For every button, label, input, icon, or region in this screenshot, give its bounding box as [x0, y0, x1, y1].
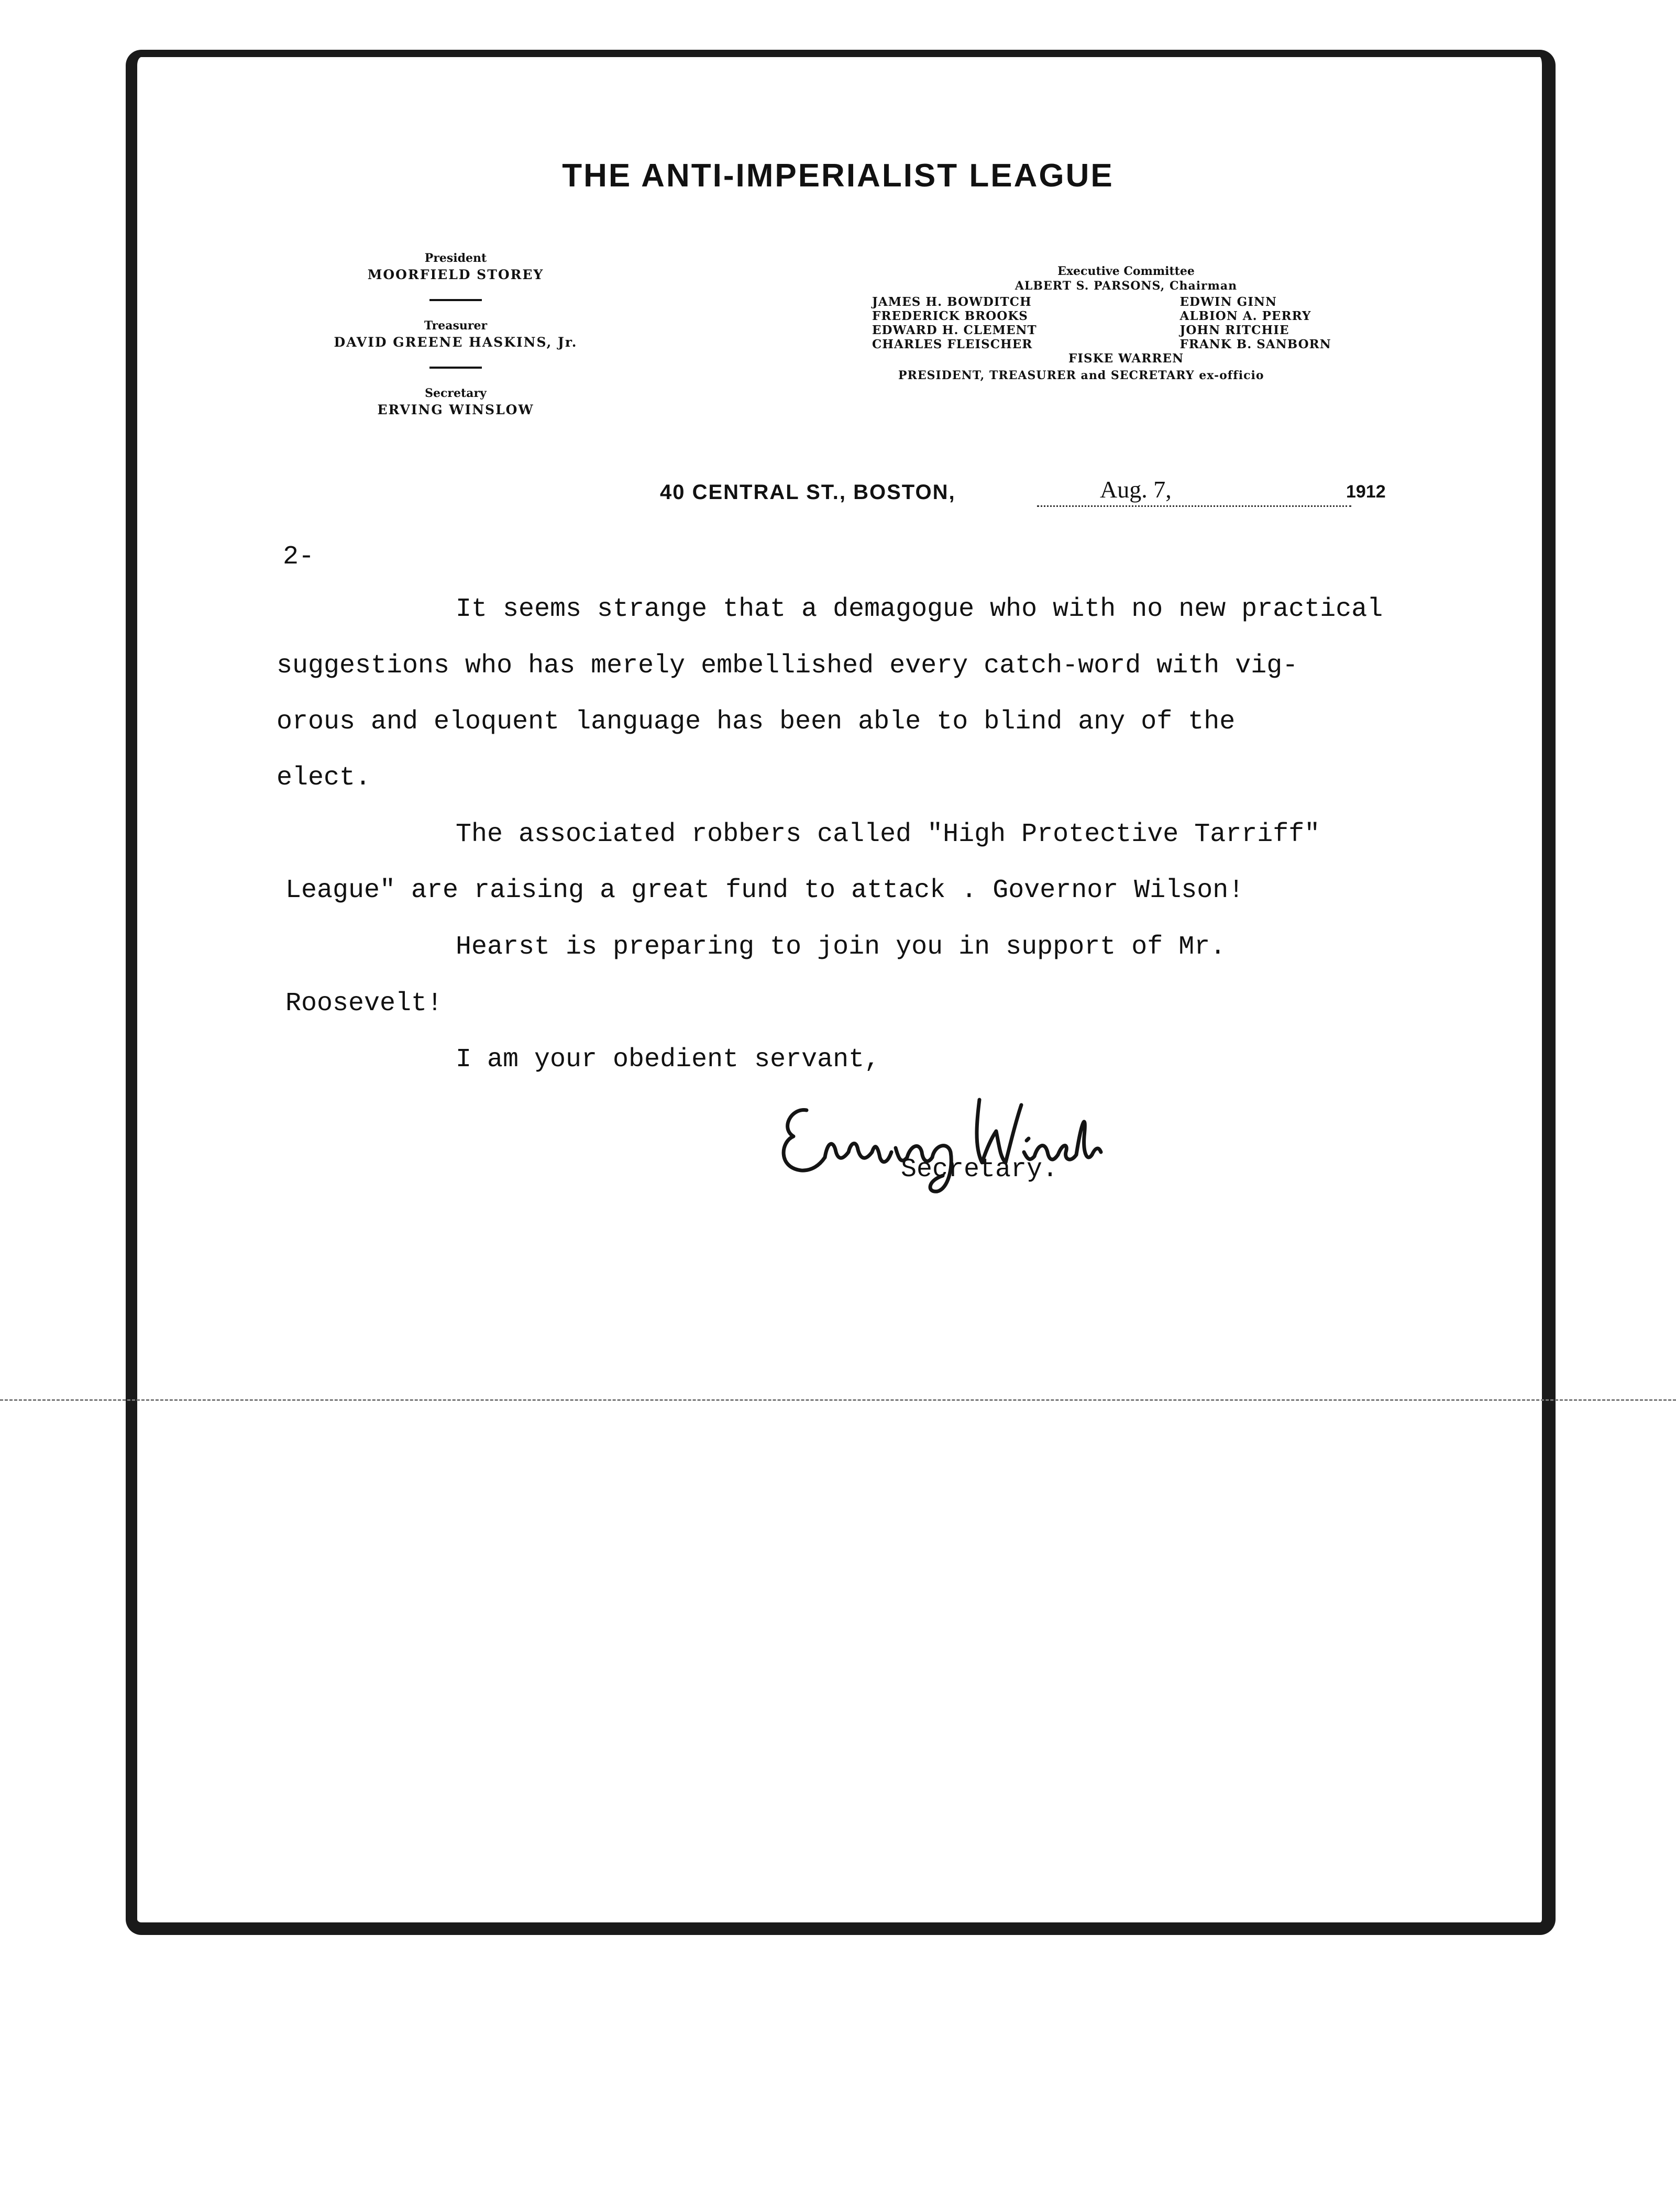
officer-role-secretary: Secretary [425, 386, 487, 400]
executive-committee-block [848, 264, 1404, 382]
committee-member: CHARLES FLEISCHER [872, 337, 1033, 351]
committee-heading: Executive Committee [1057, 264, 1195, 278]
divider [429, 299, 482, 301]
body-line: orous and eloquent language has been able to blind any of the [277, 707, 1236, 737]
body-line: It seems strange that a demagogue who with no new practical [456, 594, 1383, 624]
body-line: Hearst is preparing to join you in support of Mr. [456, 932, 1226, 962]
officer-name-treasurer: DAVID GREENE HASKINS, Jr. [334, 335, 578, 350]
fold-line [0, 1399, 1676, 1401]
committee-left-column [872, 295, 1128, 351]
body-line: suggestions who has merely embellished every catch-word with vig- [277, 651, 1298, 681]
body-line: The associated robbers called "High Protective Tarriff" [456, 820, 1320, 849]
letter-year: 1912 [1346, 482, 1386, 502]
committee-right-column [1149, 295, 1404, 351]
committee-members [848, 295, 1404, 351]
officers-block [293, 251, 618, 417]
officer-role-treasurer: Treasurer [424, 319, 488, 333]
committee-member: FREDERICK BROOKS [872, 309, 1028, 323]
date-dotted-line [1037, 505, 1351, 507]
committee-chair: ALBERT S. PARSONS, Chairman [1015, 279, 1238, 293]
committee-member: EDWARD H. CLEMENT [872, 323, 1037, 337]
committee-ex-officio: PRESIDENT, TREASURER and SECRETARY ex-officio [898, 369, 1264, 382]
divider [429, 367, 482, 369]
letterhead-title: THE ANTI-IMPERIALIST LEAGUE [562, 158, 1114, 194]
committee-member: JAMES H. BOWDITCH [872, 295, 1032, 309]
committee-member: FRANK B. SANBORN [1179, 337, 1331, 351]
letter-date: Aug. 7, [1100, 476, 1172, 503]
body-line: Roosevelt! [285, 989, 443, 1019]
signature-title: Secretary. [901, 1155, 1058, 1185]
officer-name-secretary: ERVING WINSLOW [377, 402, 534, 417]
committee-member: JOHN RITCHIE [1179, 323, 1289, 337]
committee-member: FISKE WARREN [1068, 351, 1184, 366]
officer-name-president: MOORFIELD STOREY [367, 267, 544, 282]
letterhead-address: 40 CENTRAL ST., BOSTON, [660, 481, 956, 504]
committee-member: EDWIN GINN [1179, 295, 1277, 309]
page-number: 2- [283, 542, 315, 572]
body-line: League" are raising a great fund to attack . Governor Wilson! [285, 876, 1244, 905]
officer-role-president: President [424, 251, 487, 265]
committee-member: ALBION A. PERRY [1179, 309, 1311, 323]
body-line: elect. [277, 763, 371, 793]
closing-line: I am your obedient servant, [456, 1045, 880, 1075]
